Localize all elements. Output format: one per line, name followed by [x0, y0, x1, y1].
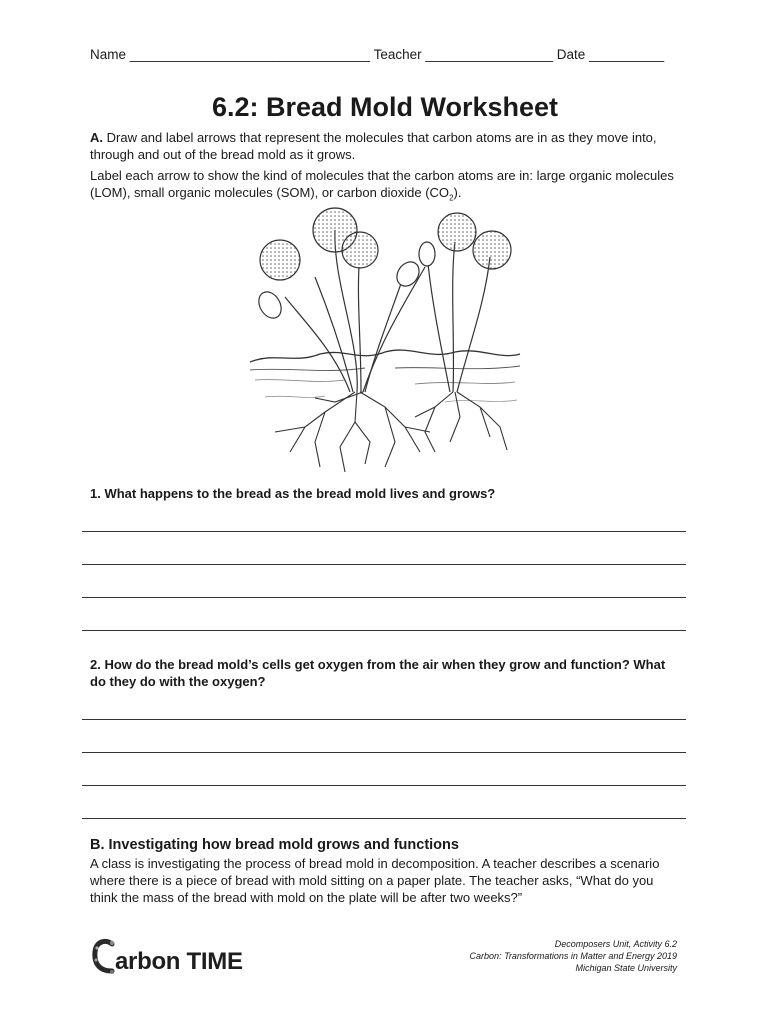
bread-mold-illustration-icon — [245, 202, 525, 480]
answer-line-1c[interactable] — [82, 597, 686, 598]
date-label: Date — [556, 47, 586, 62]
footer-line-3: Michigan State University — [575, 963, 677, 973]
teacher-blank[interactable]: _________________ — [425, 47, 553, 62]
bread-mold-figure — [245, 202, 525, 485]
carbon-time-logo — [92, 938, 243, 976]
date-blank[interactable]: __________ — [589, 47, 665, 62]
header-fields — [90, 47, 664, 62]
name-blank[interactable]: ________________________________ — [129, 47, 371, 62]
footer — [470, 938, 677, 974]
answer-line-1b[interactable] — [82, 564, 686, 565]
teacher-label: Teacher — [373, 47, 422, 62]
name-label: Name — [90, 47, 127, 62]
answer-line-1a[interactable] — [82, 531, 686, 532]
answer-line-1d[interactable] — [82, 630, 686, 631]
answer-line-2c[interactable] — [82, 785, 686, 786]
section-a-text-1: Draw and label arrows that represent the molecules that carbon atoms are in as they move into, through and out of the bread mold as it grows. — [90, 130, 657, 162]
footer-line-2: Carbon: Transformations in Matter and Energy 2019 — [469, 951, 677, 961]
section-a-text-2: Label each arrow to show the kind of molecules that the carbon atoms are in: large organic molecules (LOM), small organic molecules (SOM), or carbon dioxide (CO — [90, 168, 674, 200]
question-2: 2. How do the bread mold’s cells get oxygen from the air when they grow and function? What do they do with the oxygen? — [90, 657, 666, 689]
section-a-label: A. — [90, 130, 103, 145]
answer-line-2b[interactable] — [82, 752, 686, 753]
carbon-c-logo-icon — [92, 938, 116, 976]
logo-text: arbon TIME — [115, 948, 243, 975]
answer-line-2a[interactable] — [82, 719, 686, 720]
co2-subscript: 2 — [449, 193, 454, 203]
page-title: 6.2: Bread Mold Worksheet — [211, 92, 559, 122]
section-a-instruction-2 — [90, 167, 690, 207]
section-a-instruction-1 — [90, 129, 690, 163]
section-a-text-2-end: ). — [453, 185, 462, 200]
section-b-text: A class is investigating the process of bread mold in decomposition. A teacher describes a scenario where there is a piece of bread with mold sitting on a paper plate. The teacher asks, “What do you think the mass of the bread with mold on the plate will be after two weeks?” — [90, 856, 660, 905]
section-b-heading: B. Investigating how bread mold grows and functions — [90, 837, 459, 853]
answer-line-2d[interactable] — [82, 818, 686, 819]
question-1: 1. What happens to the bread as the bread mold lives and grows? — [90, 486, 496, 501]
footer-line-1: Decomposers Unit, Activity 6.2 — [554, 939, 677, 949]
